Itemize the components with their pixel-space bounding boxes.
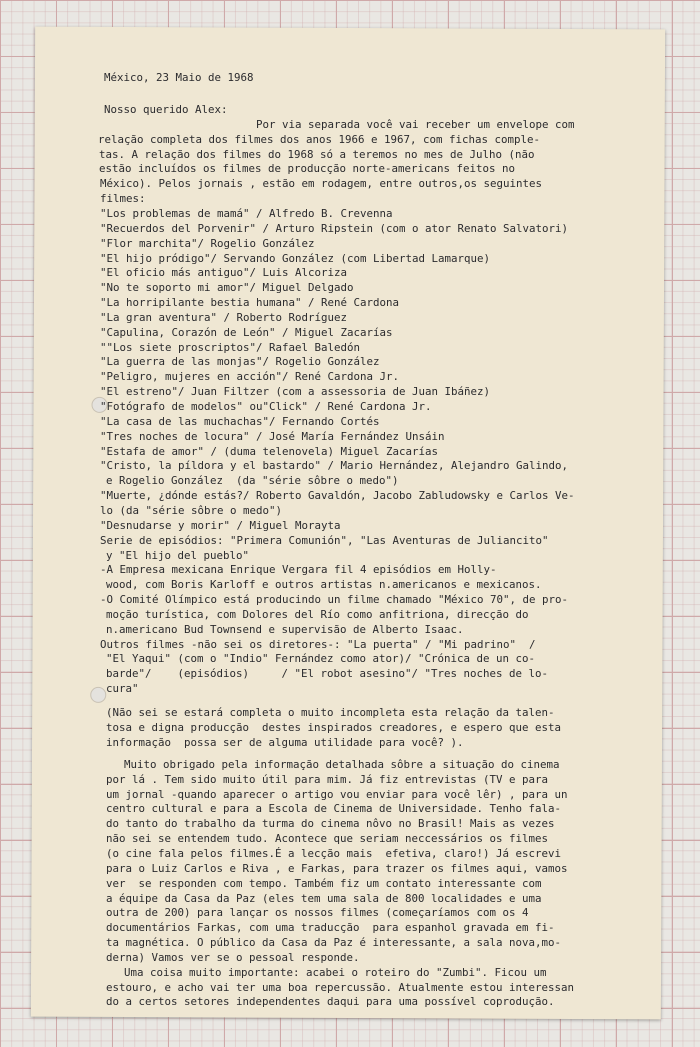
letter-line: um jornal -quando aparecer o artigo vou enviar para você lêr) , para un — [106, 787, 568, 801]
letter-line: informação possa ser de alguma utilidade para você? ). — [106, 735, 464, 749]
letter-line: "El Yaqui" (com o "Indio" Fernández como ator)/ "Crónica de un co- — [106, 652, 536, 666]
letter-line: "Estafa de amor" / (duma telenovela) Miguel Zacarías — [100, 444, 439, 458]
letter-line: "Desnudarse y morir" / Miguel Morayta — [100, 518, 341, 532]
letter-line: "Recuerdos del Porvenir" / Arturo Ripstein (com o ator Renato Salvatori) — [100, 221, 569, 235]
letter-line: -A Empresa mexicana Enrique Vergara fil 4 episódios em Holly- — [100, 563, 497, 577]
letter-line: Serie de episódios: "Primera Comunión", "Las Aventuras de Juliancito" — [100, 533, 549, 547]
letter-line: "Flor marchita"/ Rogelio González — [100, 236, 315, 250]
letter-line: centro cultural e para a Escola de Cinema de Universidade. Tenho fala- — [106, 802, 562, 816]
letter-line: barde"/ (episódios) / "El robot asesino"/ "Tres noches de lo- — [106, 667, 549, 681]
letter-line: lo (da "série sôbre o medo") — [100, 503, 283, 517]
letter-line: "Muerte, ¿dónde estás?/ Roberto Gavaldón, Jacobo Zabludowsky e Carlos Ve- — [100, 489, 575, 503]
letter-line: ""Los siete proscriptos"/ Rafael Baledón — [100, 340, 361, 354]
letter-line: tas. A relação dos filmes do 1968 só a teremos no mes de Julho (não — [99, 147, 535, 161]
letter-line: tosa e digna producção destes inspirados creadores, e espero que esta — [106, 721, 562, 734]
letter-line: Uma coisa muito importante: acabei o roteiro do "Zumbi". Ficou um — [124, 965, 547, 979]
letter-line: Muito obrigado pela informação detalhada sôbre a situação do cinema — [124, 757, 560, 771]
letter-line: y "El hijo del pueblo" — [106, 548, 250, 562]
letter-line: "Capulina, Corazón de León" / Miguel Zacarías — [100, 325, 393, 339]
letter-line: ta magnética. O público da Casa da Paz é interessante, a sala nova,mo- — [106, 936, 562, 950]
punch-hole — [90, 687, 106, 703]
letter-line: por lá . Tem sido muito útil para mim. Já fiz entrevistas (TV e para — [106, 772, 549, 786]
letter-line: ver se responden com tempo. Também fiz um contato interessante com — [106, 876, 542, 890]
letter-line: estouro, e acho vai ter uma boa repercussão. Atualmente estou interessan — [106, 980, 575, 994]
letter-line: -O Comité Olímpico está producindo un filme chamado "México 70", de pro- — [100, 593, 569, 607]
letter-line: relação completa dos filmes dos anos 1966 e 1967, com fichas comple- — [98, 132, 541, 146]
letter-line: (o cine fala pelos filmes.É a lecção mais efetiva, claro!) Já escrevi — [106, 846, 562, 860]
letter-line: "Cristo, la píldora y el bastardo" / Mario Hernández, Alejandro Galindo, — [100, 459, 569, 473]
letter-line: Por via separada você vai receber um envelope com — [256, 117, 575, 131]
letter-line: Nosso querido Alex: — [104, 103, 228, 116]
letter-line: moção turística, com Dolores del Río como anfitriona, direcção do — [106, 607, 529, 621]
letter-line: "No te soporto mi amor"/ Miguel Delgado — [100, 281, 354, 295]
letter-line: "Peligro, mujeres en acción"/ René Cardona Jr. — [100, 370, 400, 384]
letter-line: (Não sei se estará completa o muito incompleta esta relação da talen- — [106, 706, 555, 720]
letter-line: "El hijo pródigo"/ Servando González (com Libertad Lamarque) — [100, 251, 491, 265]
letter-line: n.americano Bud Townsend e supervisão de Alberto Isaac. — [106, 622, 464, 636]
letter-line: "La guerra de las monjas"/ Rogelio González — [100, 355, 380, 369]
letter-line: cura" — [106, 682, 139, 696]
letter-line: não sei se entendem tudo. Acontece que seriam neccessários os filmes — [106, 832, 549, 846]
letter-line: a équipe da Casa da Paz (eles tem uma sala de 800 localidades e uma — [106, 891, 542, 905]
letter-line: wood, com Boris Karloff e outros artistas n.americanos e mexicanos. — [106, 578, 542, 592]
letter-line: para o Luiz Carlos e Riva , e Farkas, para trazer os filmes aqui, vamos — [106, 861, 568, 875]
letter-line: do tanto do trabalho da turma do cinema nôvo no Brasil! Mais as vezes — [106, 817, 555, 831]
letter-line: estão incluídos os filmes de producção norte-americans feitos no — [99, 162, 516, 176]
letter-line: "El estreno"/ Juan Filtzer (com a assessoria de Juan Ibáñez) — [100, 385, 491, 399]
letter-line: "Fotógrafo de modelos" ou"Click" / René Cardona Jr. — [100, 400, 432, 413]
letter-line: outra de 200) para lançar os nossos filmes (começaríamos com os 4 — [106, 906, 529, 920]
letter-line: Outros filmes -não sei os diretores-: "La puerta" / "Mi padrino" / — [100, 637, 536, 651]
letter-line: "Tres noches de locura" / José María Fernández Unsáin — [100, 429, 445, 443]
letter-line: e Rogelio González (da "série sôbre o medo") — [106, 474, 399, 488]
letter-line: "La gran aventura" / Roberto Rodríguez — [100, 310, 348, 324]
letter-line: "La casa de las muchachas"/ Fernando Cortés — [100, 414, 380, 428]
letter-line: documentários Farkas, com uma traducção para espanhol gravada em fi- — [106, 921, 555, 935]
letter-line: "La horripilante bestia humana" / René Cardona — [100, 296, 400, 310]
letter-line: México). Pelos jornais , estão em rodagem, entre outros,os seguintes — [100, 177, 543, 191]
letter-line: filmes: — [100, 192, 146, 206]
letter-line: derna) Vamos ver se o pessoal responde. — [106, 950, 360, 964]
letter-line: do a certos setores independentes daqui para uma possível coprodução. — [106, 995, 555, 1009]
letter-line: México, 23 Maio de 1968 — [104, 71, 254, 84]
letter-line: "El oficio más antiguo"/ Luis Alcoriza — [100, 266, 348, 280]
letter-line: "Los problemas de mamá" / Alfredo B. Crevenna — [100, 206, 393, 220]
